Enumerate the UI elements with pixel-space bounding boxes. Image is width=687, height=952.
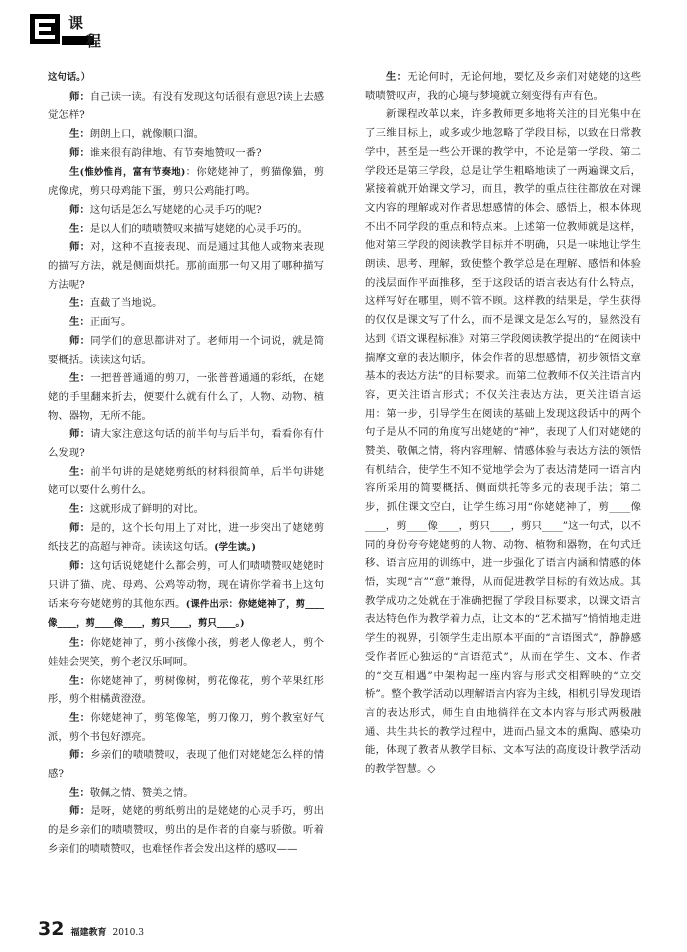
- paragraph: [48, 332, 324, 369]
- right-column: [365, 68, 641, 779]
- paragraph-text: 朗朗上口，就像顺口溜。: [89, 128, 205, 141]
- speaker-label: 生：: [69, 637, 91, 650]
- stage-note: (惟妙惟肖，富有节奏地): [79, 166, 186, 178]
- paragraph-text: 正面写。: [89, 316, 132, 329]
- paragraph-text: 请大家注意这句话的前半句与后半句，看看你有什么发现?: [48, 428, 325, 460]
- speaker-label: 生：: [69, 222, 90, 235]
- page-header: [0, 0, 687, 60]
- speaker-label: 师：: [69, 749, 91, 762]
- speaker-label: 师：: [69, 241, 91, 254]
- speaker-label: 生：: [386, 71, 408, 83]
- speaker-label: 生：: [69, 503, 90, 516]
- paragraph: [48, 68, 324, 88]
- speaker-label: 生：: [69, 674, 91, 687]
- paragraph: [365, 68, 641, 105]
- paragraph: [48, 709, 324, 746]
- paragraph-text: 无论何时，无论何地，要忆及乡亲们对姥姥的这些啧啧赞叹声，我的心境与梦境就立刻变得有声有色。: [365, 71, 642, 102]
- paragraph: [48, 125, 324, 144]
- paragraph-text: 这就形成了鲜明的对比。: [89, 503, 205, 516]
- speaker-label: 师：: [69, 90, 90, 103]
- paragraph-text: 你姥姥神了，剪树像树，剪花像花，剪个苹果红彤彤，剪个柑橘黄澄澄。: [48, 674, 325, 706]
- paragraph-text: 新课程改革以来，许多教师更多地将关注的目光集中在了三维目标上，或多或少地忽略了学段目标，以致在日常教学中，甚至是一些公开课的教学中，不论是第一学段、第二学段还是第三学段，总是让学生粗略地读了一两遍课文后，紧接着就开始课文学习，而且，教学的重点往往都放在对课文内容的理解或对作者思想感情的体会、感悟上，根本体现不出不同学段的重点和特点来。上述第一位教师就是这样，他对第三学段的阅读教学目标并不明确，只是一味地让学生朗读、思考、理解，致使整个教学总是在理解、感悟和体验的浅层面作平面推移，至于这段话的语言表达有什么特点，这样写好在哪里，则不管不顾。这样教的结果是，学生获得的仅仅是课文写了什么，而不是课文是怎么写的，显然没有达到《语文课程标准》对第三学段阅读教学提出的“在阅读中揣摩文章的表达顺序，体会作者的思想感情，初步领悟文章基本的表达方法”的目标要求。而第二位教师不仅关注语言内容，更关注语言形式；不仅关注表达方法，更关注语言运用：第一步，引导学生在阅读的基础上发现这段话中的两个句子是从不同的角度写出姥姥的“神”，表现了人们对姥姥的赞美、敬佩之情，将内容理解、情感体验与表达方法的领悟有机结合，使学生不知不觉地学会为了表达清楚同一语言内容所采用的简要概括、侧面烘托等多元的表现手法；第二步，抓住课文空白，让学生练习用“你姥姥神了，剪____像____，剪____像____，剪只____，剪只____”这一句式，以不同的身份夸夸姥姥剪的人物、动物、植物和器物，在句式迁移、语言应用的训练中，进一步强化了语言内涵和情感的体悟，实现“言”“意”兼得，从而促进教学目标的有效达成。其教学成功之处就在于准确把握了学段目标要求，以课文语言表达特色作为教学着力点，让文本的“艺术描写”悄悄地走进学生的视界，引领学生走出原本平面的“言语图式”，静静感受作者匠心独运的“言语范式”，从而在学生、文本、作者的“交互相遇”中架构起一座内容与形式交相辉映的“立交桥”。整个教学活动以理解语言内容为主线，相机引导发现语言的表达形式，师生自由地徜徉在文本内容与形式两极融通、共生共长的教学过程中，进而凸显文本的熏陶、感染功能，体现了教者从教学目标、文本写法的高度设计教学活动的教学智慧。◇: [365, 108, 641, 776]
- paragraph-text: 自己读一读。有没有发现这句话很有意思?读上去感觉怎样?: [48, 90, 325, 122]
- paragraph-text: 是以人们的啧啧赞叹来描写姥姥的心灵手巧的。: [89, 222, 308, 235]
- speaker-label: 师：: [69, 203, 90, 216]
- page-number: 32: [38, 918, 65, 940]
- left-column: [48, 68, 324, 859]
- paragraph-text: 你姥姥神了，剪笔像笔，剪刀像刀，剪个教室好气派，剪个书包好漂亮。: [48, 711, 325, 743]
- paragraph: [48, 500, 324, 519]
- speaker-label: 生：: [69, 465, 91, 478]
- paragraph: [48, 746, 324, 783]
- paragraph: [365, 105, 641, 778]
- paragraph: [48, 802, 324, 858]
- section-title-char-2: 程: [86, 32, 102, 50]
- paragraph: [48, 672, 324, 709]
- speaker-label: 生: [69, 165, 80, 178]
- paragraph-text: 谁来很有韵律地、有节奏地赞叹一番?: [89, 146, 262, 159]
- paragraph-text: 乡亲们的啧啧赞叹，表现了他们对姥姥怎么样的情感?: [48, 749, 325, 781]
- paragraph: [48, 463, 324, 500]
- paragraph-text: 你姥姥神了，剪小孩像小孩，剪老人像老人，剪个娃娃会哭笑，剪个老汉乐呵呵。: [48, 637, 325, 668]
- speaker-label: 师：: [69, 805, 91, 818]
- paragraph-text: 敬佩之情、赞美之情。: [89, 786, 194, 799]
- speaker-label: 生：: [69, 128, 90, 141]
- paragraph-text: 是的，这个长句用上了对比，进一步突出了姥姥剪纸技艺的高超与神奇。读读这句话。: [48, 521, 325, 553]
- speaker-label: 生：: [69, 316, 90, 329]
- paragraph-text: 一把普普通通的剪刀，一张普普通通的彩纸，在姥姥的手里翻来折去，便要什么就有什么了，人物、动物、植物、器物，无所不能。: [48, 372, 325, 422]
- paragraph: [48, 88, 324, 125]
- speaker-label: 生：: [69, 297, 90, 310]
- paragraph-text: 这句话是怎么写姥姥的心灵手巧的呢?: [89, 203, 262, 216]
- page-footer: [38, 918, 144, 940]
- speaker-label: 生：: [69, 786, 90, 799]
- speaker-label: 生：: [69, 711, 91, 724]
- paragraph: [48, 425, 324, 462]
- paragraph-text: 是呀，姥姥的剪纸剪出的是姥姥的心灵手巧，剪出的是乡亲们的啧啧赞叹，剪出的是作者的自豪与骄傲。听着乡亲们的啧啧赞叹，也难怪作者会发出这样的感叹——: [48, 805, 325, 855]
- paragraph: [48, 784, 324, 803]
- paragraph: [48, 220, 324, 239]
- speaker-label: 师：: [69, 146, 90, 159]
- section-logo-icon: [30, 14, 60, 44]
- paragraph: [48, 163, 324, 201]
- paragraph-text: 对，这种不直接表现、而是通过其他人或物来表现的描写方法，就是侧面烘托。那前面那一句又用了哪种描写方法呢?: [48, 241, 325, 291]
- paragraph-text: 同学们的意思都讲对了。老师用一个词说，就是简要概括。读读这句话。: [48, 334, 325, 366]
- paragraph: [48, 144, 324, 163]
- section-title-char-1: 课: [68, 14, 84, 32]
- speaker-label: 师：: [69, 334, 91, 347]
- paragraph: [48, 519, 324, 557]
- speaker-label: 师：: [69, 521, 91, 534]
- stage-note: (课件出示：你姥姥神了，剪____像____，剪____像____，剪只____，剪只____。): [48, 598, 325, 630]
- paragraph: [48, 294, 324, 313]
- paragraph: [48, 201, 324, 220]
- paragraph: [48, 557, 324, 634]
- paragraph-text: 这句话。）: [48, 72, 91, 83]
- speaker-label: 师：: [69, 428, 91, 441]
- paragraph-text: 这句话说姥姥什么都会剪，可人们啧啧赞叹姥姥时只讲了猫、虎、母鸡、公鸡等动物，现在请你学着书上这句话来夸夸姥姥剪的其他东西。: [48, 560, 325, 610]
- paragraph: [48, 369, 324, 425]
- speaker-label: 师：: [69, 560, 91, 573]
- paragraph-text: 前半句讲的是姥姥剪纸的材料很简单，后半句讲姥姥可以要什么剪什么。: [48, 465, 325, 497]
- paragraph: [48, 634, 324, 671]
- paragraph: [48, 313, 324, 332]
- paragraph: [48, 238, 324, 294]
- issue-number: 2010.3: [112, 928, 144, 938]
- paragraph-text: ：你姥姥神了，剪猫像猫，剪虎像虎，剪只母鸡能下蛋，剪只公鸡能打鸣。: [48, 165, 325, 198]
- speaker-label: 生：: [69, 372, 91, 385]
- stage-note: (学生读。): [214, 541, 256, 553]
- journal-name: 福建教育: [70, 928, 107, 938]
- paragraph-text: 直截了当地说。: [89, 297, 163, 310]
